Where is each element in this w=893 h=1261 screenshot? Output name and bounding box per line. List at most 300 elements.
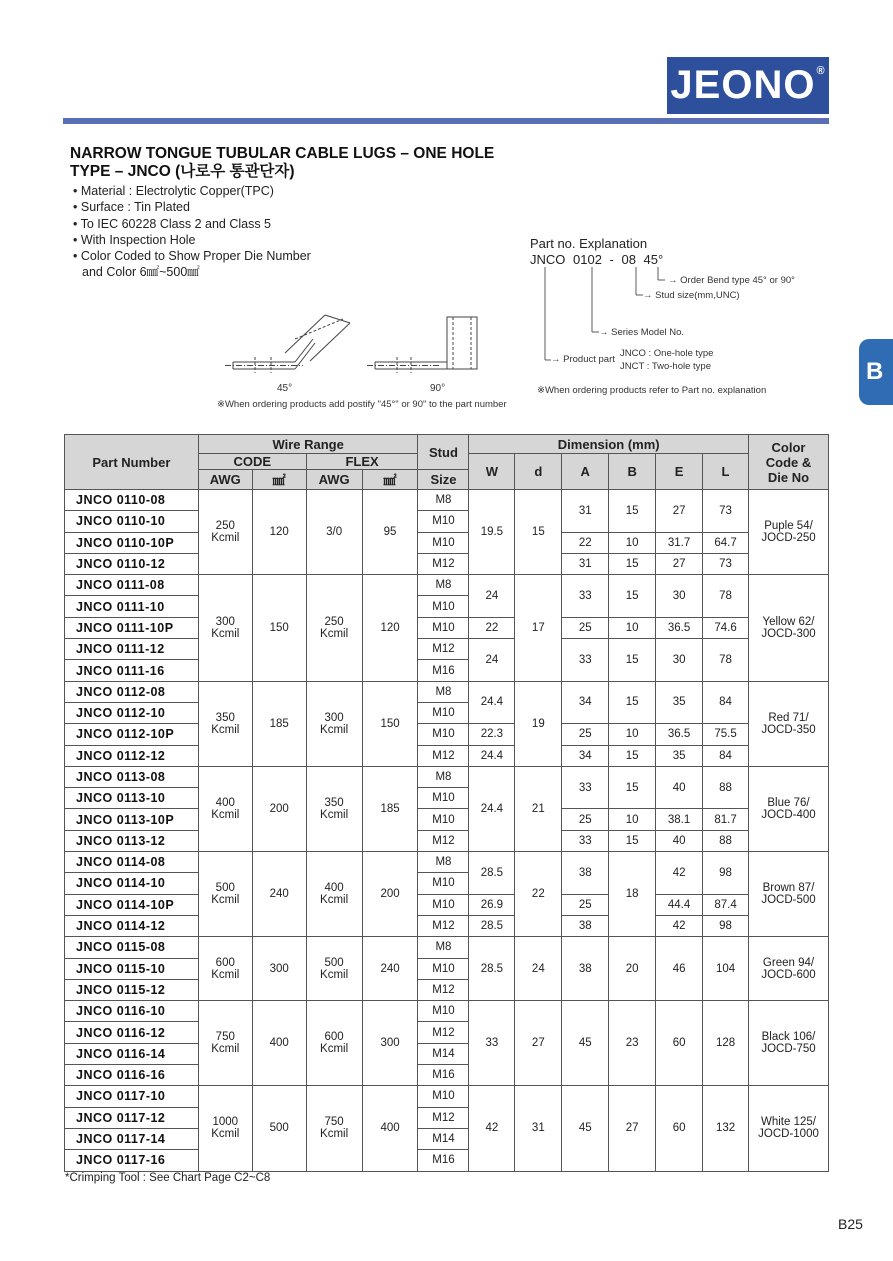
dim-a-cell: 31	[562, 553, 609, 574]
flex-awg-cell-line: 600	[324, 1031, 344, 1044]
dim-a-cell: 31	[562, 490, 609, 533]
dim-e-cell: 35	[656, 681, 703, 724]
table-row	[65, 830, 829, 851]
flex-awg-cell-line: 250	[324, 615, 344, 628]
dim-b-cell: 15	[609, 639, 656, 682]
dim-l-cell: 84	[703, 681, 749, 724]
stud-size-text: → Stud size(mm,UNC)	[643, 290, 740, 301]
flex-awg-cell-line: 3/0	[326, 526, 343, 539]
flex-awg-cell-line: Kcmil	[320, 1043, 349, 1056]
color-code-cell	[749, 575, 829, 681]
dim-w-cell: 22.3	[469, 724, 515, 745]
flex-awg-cell	[306, 1086, 362, 1171]
flex-mm2-cell: 95	[362, 490, 418, 575]
dim-l-cell: 78	[703, 639, 749, 682]
color-code-cell-line: JOCD-300	[761, 627, 816, 640]
header-A: A	[562, 454, 609, 490]
table-row	[65, 490, 829, 511]
page-title	[70, 145, 494, 181]
part-number-cell: JNCO 0110-10	[65, 511, 199, 532]
dim-w-cell: 28.5	[469, 852, 515, 895]
title-line-1: NARROW TONGUE TUBULAR CABLE LUGS – ONE HOLE	[70, 145, 495, 162]
code-awg-cell	[198, 1001, 252, 1086]
stud-size-cell: M14	[418, 1128, 469, 1149]
series-model-text: → Series Model No.	[599, 327, 685, 338]
dim-d-cell: 21	[515, 766, 562, 851]
part-number-cell: JNCO 0112-10P	[65, 724, 199, 745]
dim-w-cell: 24	[469, 575, 515, 618]
part-number-cell: JNCO 0115-08	[65, 937, 199, 958]
code-awg-cell-line: 500	[215, 882, 235, 895]
dim-e-cell: 36.5	[656, 617, 703, 638]
code-awg-cell-line: Kcmil	[211, 894, 240, 907]
color-code-cell	[749, 937, 829, 1001]
stud-size-cell: M10	[418, 617, 469, 638]
flex-awg-cell	[306, 490, 362, 575]
stud-size-cell: M12	[418, 639, 469, 660]
flex-awg-cell-line: Kcmil	[320, 1128, 349, 1141]
dim-b-cell: 27	[609, 1086, 656, 1171]
dim-e-cell: 38.1	[656, 809, 703, 830]
color-code-cell-line: JOCD-1000	[758, 1128, 819, 1141]
table-row	[65, 1001, 829, 1022]
stud-size-cell: M12	[418, 1107, 469, 1128]
table-row	[65, 745, 829, 766]
dim-d-cell: 22	[515, 852, 562, 937]
stud-size-cell: M16	[418, 660, 469, 681]
part-number-cell: JNCO 0116-12	[65, 1022, 199, 1043]
flex-mm2-cell: 200	[362, 852, 418, 937]
flex-awg-cell-line: Kcmil	[320, 968, 349, 981]
dim-a-cell: 33	[562, 639, 609, 682]
table-row	[65, 681, 829, 702]
color-code-cell-line: Red 71/	[768, 711, 809, 724]
code-awg-cell-line: 600	[215, 956, 235, 969]
dim-l-cell: 132	[703, 1086, 749, 1171]
flex-awg-cell-line: 300	[324, 711, 344, 724]
dim-b-cell: 15	[609, 830, 656, 851]
header-B: B	[609, 454, 656, 490]
jnco-desc: JNCO : One-hole type	[620, 348, 714, 359]
stud-size-cell: M10	[418, 511, 469, 532]
flex-awg-cell-line: 500	[324, 956, 344, 969]
part-number-cell: JNCO 0115-12	[65, 979, 199, 1000]
dim-a-cell: 25	[562, 617, 609, 638]
dim-e-cell: 42	[656, 852, 703, 895]
table-row	[65, 553, 829, 574]
table-row	[65, 852, 829, 873]
code-mm2-cell: 200	[252, 766, 306, 851]
flex-awg-cell-line: 400	[324, 882, 344, 895]
flex-awg-cell	[306, 852, 362, 937]
header-flex-awg: AWG	[306, 470, 362, 490]
part-number-cell: JNCO 0113-12	[65, 830, 199, 851]
color-code-cell	[749, 766, 829, 851]
header-dimension: Dimension (mm)	[469, 435, 749, 454]
dim-b-cell: 10	[609, 809, 656, 830]
dim-a-cell: 38	[562, 915, 609, 936]
stud-size-cell: M8	[418, 852, 469, 873]
code-awg-cell	[198, 937, 252, 1001]
dim-b-cell: 15	[609, 745, 656, 766]
jnct-desc: JNCT : Two-hole type	[620, 361, 711, 372]
header-size: Size	[418, 470, 469, 490]
feature-item: • Material : Electrolytic Copper(TPC)	[73, 183, 311, 199]
dim-l-cell: 88	[703, 830, 749, 851]
dim-w-cell: 22	[469, 617, 515, 638]
part-number-cell: JNCO 0113-10P	[65, 809, 199, 830]
dim-l-cell: 98	[703, 852, 749, 895]
dim-e-cell: 44.4	[656, 894, 703, 915]
header-E: E	[656, 454, 703, 490]
dim-a-cell: 34	[562, 681, 609, 724]
dim-a-cell: 34	[562, 745, 609, 766]
dim-w-cell: 28.5	[469, 915, 515, 936]
code-awg-cell-line: 350	[215, 711, 235, 724]
dim-b-cell: 15	[609, 553, 656, 574]
part-number-cell: JNCO 0114-10P	[65, 894, 199, 915]
color-code-cell	[749, 1086, 829, 1171]
flex-awg-cell	[306, 575, 362, 681]
stud-size-cell: M10	[418, 724, 469, 745]
dim-b-cell: 18	[609, 852, 656, 937]
dim-l-cell: 81.7	[703, 809, 749, 830]
header-divider	[63, 118, 829, 124]
dim-e-cell: 60	[656, 1086, 703, 1171]
dim-a-cell: 33	[562, 575, 609, 618]
stud-size-cell: M14	[418, 1043, 469, 1064]
table-row	[65, 915, 829, 936]
color-code-cell-line: Brown 87/	[762, 882, 815, 895]
stud-size-cell: M10	[418, 596, 469, 617]
dim-b-cell: 15	[609, 575, 656, 618]
dim-a-cell: 38	[562, 852, 609, 895]
flex-awg-cell	[306, 937, 362, 1001]
dim-l-cell: 78	[703, 575, 749, 618]
dim-a-cell: 25	[562, 724, 609, 745]
stud-size-cell: M8	[418, 937, 469, 958]
flex-awg-cell-line: 350	[324, 796, 344, 809]
dim-l-cell: 74.6	[703, 617, 749, 638]
flex-mm2-cell: 185	[362, 766, 418, 851]
code-awg-cell	[198, 575, 252, 681]
flex-awg-cell-line: Kcmil	[320, 808, 349, 821]
stud-size-cell: M12	[418, 745, 469, 766]
code-awg-cell-line: 400	[215, 796, 235, 809]
code-awg-cell-line: Kcmil	[211, 532, 240, 545]
part-number-cell: JNCO 0110-12	[65, 553, 199, 574]
code-mm2-cell: 300	[252, 937, 306, 1001]
header-flex-mm2: ㎟	[362, 470, 418, 490]
part-number-cell: JNCO 0117-12	[65, 1107, 199, 1128]
color-code-cell	[749, 1001, 829, 1086]
dim-e-cell: 36.5	[656, 724, 703, 745]
color-code-cell	[749, 852, 829, 937]
dim-b-cell: 15	[609, 681, 656, 724]
flex-awg-cell-line: Kcmil	[320, 723, 349, 736]
stud-size-cell: M12	[418, 553, 469, 574]
dim-b-cell: 15	[609, 766, 656, 809]
part-number-cell: JNCO 0116-10	[65, 1001, 199, 1022]
color-code-cell-line: JOCD-250	[761, 532, 816, 545]
code-awg-cell-line: 750	[215, 1031, 235, 1044]
stud-size-cell: M8	[418, 490, 469, 511]
flex-awg-cell	[306, 766, 362, 851]
color-code-cell-line: Blue 76/	[767, 796, 810, 809]
dim-e-cell: 40	[656, 766, 703, 809]
dim-e-cell: 27	[656, 553, 703, 574]
code-mm2-cell: 120	[252, 490, 306, 575]
dim-a-cell: 45	[562, 1001, 609, 1086]
code-awg-cell-line: 250	[215, 520, 235, 533]
part-number-cell: JNCO 0117-14	[65, 1128, 199, 1149]
flex-mm2-cell: 400	[362, 1086, 418, 1171]
dim-b-cell: 15	[609, 490, 656, 533]
part-number-cell: JNCO 0111-12	[65, 639, 199, 660]
header-stud: Stud	[418, 435, 469, 470]
dim-d-cell: 31	[515, 1086, 562, 1171]
part-number-cell: JNCO 0114-12	[65, 915, 199, 936]
table-row	[65, 766, 829, 787]
order-bend-text: → Order Bend type 45° or 90°	[668, 275, 795, 286]
dim-d-cell: 17	[515, 575, 562, 681]
part-number-cell: JNCO 0114-10	[65, 873, 199, 894]
part-number-cell: JNCO 0111-16	[65, 660, 199, 681]
code-awg-cell	[198, 681, 252, 766]
table-row	[65, 617, 829, 638]
color-code-cell-line: JOCD-350	[761, 723, 816, 736]
color-code-cell-line: White 125/	[761, 1116, 816, 1129]
code-mm2-cell: 150	[252, 575, 306, 681]
code-awg-cell-line: Kcmil	[211, 1128, 240, 1141]
feature-item: • To IEC 60228 Class 2 and Class 5	[73, 216, 311, 232]
page-number: B25	[838, 1216, 863, 1232]
code-awg-cell-line: 300	[215, 615, 235, 628]
lug-90-drawing	[367, 317, 477, 373]
part-number-cell: JNCO 0113-08	[65, 766, 199, 787]
part-number-cell: JNCO 0117-10	[65, 1086, 199, 1107]
code-awg-cell	[198, 766, 252, 851]
part-number-cell: JNCO 0112-10	[65, 702, 199, 723]
code-awg-cell	[198, 490, 252, 575]
color-code-cell-line: JOCD-750	[761, 1043, 816, 1056]
dim-l-cell: 73	[703, 490, 749, 533]
dim-b-cell: 10	[609, 532, 656, 553]
flex-mm2-cell: 240	[362, 937, 418, 1001]
table-row	[65, 809, 829, 830]
part-number-cell: JNCO 0112-08	[65, 681, 199, 702]
stud-size-cell: M10	[418, 702, 469, 723]
stud-size-cell: M8	[418, 766, 469, 787]
part-number-cell: JNCO 0112-12	[65, 745, 199, 766]
header-code-mm2: ㎟	[252, 470, 306, 490]
title-line-2: TYPE – JNCO (나로우 통관단자)	[70, 163, 295, 180]
dim-a-cell: 25	[562, 894, 609, 915]
stud-size-cell: M10	[418, 894, 469, 915]
section-tab: B	[859, 339, 893, 405]
part-number-cell: JNCO 0114-08	[65, 852, 199, 873]
dim-d-cell: 15	[515, 490, 562, 575]
footnote: *Crimping Tool : See Chart Page C2~C8	[65, 1172, 271, 1184]
part-number-cell: JNCO 0111-10P	[65, 617, 199, 638]
part-explanation-note: ※When ordering products refer to Part no. explanation	[537, 385, 767, 396]
diagram-note: ※When ordering products add postify "45°" or 90" to the part number	[217, 399, 507, 410]
code-awg-cell-line: Kcmil	[211, 723, 240, 736]
color-code-cell-line: Yellow 62/	[762, 615, 815, 628]
dim-b-cell: 10	[609, 617, 656, 638]
header-d: d	[515, 454, 562, 490]
dim-w-cell: 24	[469, 639, 515, 682]
code-mm2-cell: 185	[252, 681, 306, 766]
flex-mm2-cell: 300	[362, 1001, 418, 1086]
color-code-cell-line: Black 106/	[761, 1031, 816, 1044]
label-45: 45°	[277, 383, 293, 394]
code-awg-cell-line: Kcmil	[211, 968, 240, 981]
dim-e-cell: 42	[656, 915, 703, 936]
code-awg-cell-line: Kcmil	[211, 627, 240, 640]
table-row	[65, 937, 829, 958]
stud-size-cell: M10	[418, 532, 469, 553]
spec-table-body	[65, 490, 829, 1172]
feature-item: • Surface : Tin Plated	[73, 199, 311, 215]
header-L: L	[703, 454, 749, 490]
part-number-cell: JNCO 0115-10	[65, 958, 199, 979]
product-part-text: → Product part	[551, 354, 615, 365]
table-row	[65, 894, 829, 915]
dim-w-cell: 33	[469, 1001, 515, 1086]
dim-l-cell: 75.5	[703, 724, 749, 745]
flex-mm2-cell: 150	[362, 681, 418, 766]
code-awg-cell	[198, 852, 252, 937]
dim-a-cell: 25	[562, 809, 609, 830]
color-code-cell	[749, 681, 829, 766]
color-code-cell-line: Puple 54/	[764, 520, 813, 533]
flex-mm2-cell: 120	[362, 575, 418, 681]
dim-l-cell: 87.4	[703, 894, 749, 915]
dim-l-cell: 104	[703, 937, 749, 1001]
dim-w-cell: 28.5	[469, 937, 515, 1001]
dim-e-cell: 46	[656, 937, 703, 1001]
part-number-cell: JNCO 0110-10P	[65, 532, 199, 553]
stud-size-cell: M10	[418, 873, 469, 894]
dim-a-cell: 38	[562, 937, 609, 1001]
dim-l-cell: 84	[703, 745, 749, 766]
dim-a-cell: 33	[562, 830, 609, 851]
table-row	[65, 1086, 829, 1107]
flex-awg-cell-line: Kcmil	[320, 894, 349, 907]
stud-size-cell: M12	[418, 1022, 469, 1043]
dim-l-cell: 88	[703, 766, 749, 809]
color-code-cell	[749, 490, 829, 575]
stud-size-cell: M10	[418, 1001, 469, 1022]
part-number-cell: JNCO 0111-08	[65, 575, 199, 596]
stud-size-cell: M10	[418, 958, 469, 979]
stud-size-cell: M16	[418, 1065, 469, 1086]
dim-a-cell: 33	[562, 766, 609, 809]
dim-l-cell: 128	[703, 1001, 749, 1086]
flex-awg-cell-line: Kcmil	[320, 627, 349, 640]
color-code-cell-line: JOCD-600	[761, 968, 816, 981]
part-number-cell: JNCO 0117-16	[65, 1150, 199, 1171]
lug-diagram	[225, 305, 495, 395]
flex-awg-cell	[306, 1001, 362, 1086]
stud-size-cell: M8	[418, 681, 469, 702]
code-mm2-cell: 240	[252, 852, 306, 937]
dim-a-cell: 45	[562, 1086, 609, 1171]
dim-e-cell: 30	[656, 575, 703, 618]
stud-size-cell: M10	[418, 809, 469, 830]
dim-b-cell: 23	[609, 1001, 656, 1086]
part-number-cell: JNCO 0116-14	[65, 1043, 199, 1064]
code-mm2-cell: 500	[252, 1086, 306, 1171]
code-mm2-cell: 400	[252, 1001, 306, 1086]
spec-table	[64, 434, 829, 1172]
header-code: CODE	[198, 454, 306, 470]
brand-logo: JEONO®	[667, 57, 829, 114]
stud-size-cell: M12	[418, 830, 469, 851]
dim-e-cell: 30	[656, 639, 703, 682]
color-code-cell-line: Green 94/	[762, 956, 815, 969]
dim-b-cell: 20	[609, 937, 656, 1001]
header-flex: FLEX	[306, 454, 418, 470]
flex-awg-cell	[306, 681, 362, 766]
stud-size-cell: M12	[418, 979, 469, 1000]
dim-e-cell: 27	[656, 490, 703, 533]
dim-a-cell: 22	[562, 532, 609, 553]
stud-size-cell: M16	[418, 1150, 469, 1171]
feature-item-continued: and Color 6㎟~500㎟	[82, 265, 200, 280]
dim-e-cell: 31.7	[656, 532, 703, 553]
stud-size-cell: M8	[418, 575, 469, 596]
color-code-cell-line: JOCD-500	[761, 894, 816, 907]
part-number-cell: JNCO 0116-16	[65, 1065, 199, 1086]
code-awg-cell	[198, 1086, 252, 1171]
table-row	[65, 575, 829, 596]
part-number-cell: JNCO 0113-10	[65, 788, 199, 809]
table-row	[65, 724, 829, 745]
dim-w-cell: 24.4	[469, 766, 515, 851]
feature-item: • Color Coded to Show Proper Die Number	[73, 248, 311, 264]
table-row	[65, 639, 829, 660]
part-number-cell: JNCO 0111-10	[65, 596, 199, 617]
dim-d-cell: 24	[515, 937, 562, 1001]
dim-b-cell: 10	[609, 724, 656, 745]
part-number-cell: JNCO 0110-08	[65, 490, 199, 511]
label-90: 90°	[430, 383, 446, 394]
stud-size-cell: M10	[418, 1086, 469, 1107]
header-W: W	[469, 454, 515, 490]
lug-45-drawing	[225, 315, 350, 373]
header-code-awg: AWG	[198, 470, 252, 490]
dim-w-cell: 24.4	[469, 745, 515, 766]
dim-e-cell: 40	[656, 830, 703, 851]
code-awg-cell-line: 1000	[212, 1116, 239, 1129]
dim-l-cell: 64.7	[703, 532, 749, 553]
dim-w-cell: 42	[469, 1086, 515, 1171]
flex-awg-cell-line: 750	[324, 1116, 344, 1129]
dim-e-cell: 60	[656, 1001, 703, 1086]
dim-l-cell: 98	[703, 915, 749, 936]
stud-size-cell: M12	[418, 915, 469, 936]
stud-size-cell: M10	[418, 788, 469, 809]
dim-w-cell: 24.4	[469, 681, 515, 724]
code-awg-cell-line: Kcmil	[211, 808, 240, 821]
part-explanation-code: JNCO 0102 - 08 45°	[530, 252, 664, 267]
header-color: Color Code & Die No	[749, 435, 829, 490]
header-part-number: Part Number	[65, 435, 199, 490]
color-code-cell-line: JOCD-400	[761, 808, 816, 821]
dim-w-cell: 19.5	[469, 490, 515, 575]
